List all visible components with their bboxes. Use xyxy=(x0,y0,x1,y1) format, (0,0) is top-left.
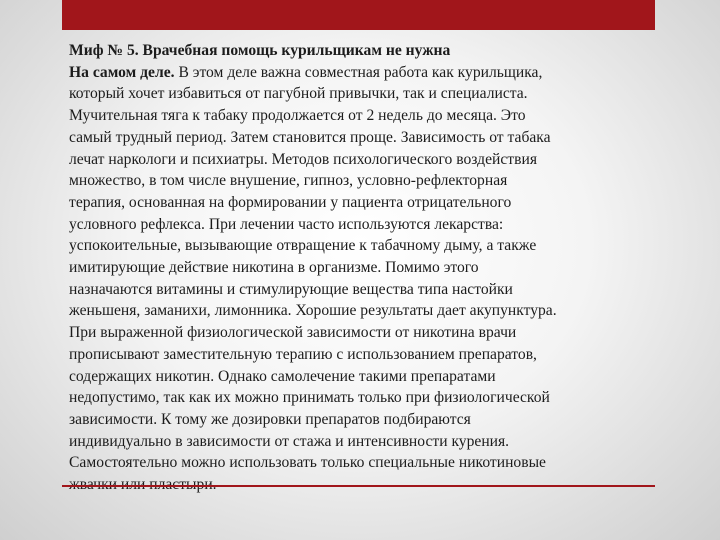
body-line: который хочет избавиться от пагубной привычки, так и специалиста. xyxy=(69,85,528,103)
body-line: зависимости. К тому же дозировки препаратов подбираются xyxy=(69,410,471,428)
slide-text-block xyxy=(69,40,659,496)
body-line: индивидуально в зависимости от стажа и интенсивности курения. xyxy=(69,432,510,450)
slide-title: Миф № 5. Врачебная помощь курильщикам не нужна xyxy=(69,42,451,59)
body-line: множество, в том числе внушение, гипноз, условно-рефлекторная xyxy=(69,172,508,190)
body-line: успокоительные, вызывающие отвращение к табачному дыму, а также xyxy=(69,237,537,255)
body-line: Самостоятельно можно использовать только специальные никотиновые xyxy=(69,454,546,472)
body-line: женьшеня, заманихи, лимонника. Хорошие результаты дает акупунктура. xyxy=(69,302,557,320)
body-line: имитирующие действие никотина в организме. Помимо этого xyxy=(69,259,479,277)
body-line: прописывают заместительную терапию с использованием препаратов, xyxy=(69,345,537,363)
bottom-accent-rule xyxy=(62,485,655,487)
body-first-line xyxy=(69,62,659,84)
body-line: Мучительная тяга к табаку продолжается от 2 недель до месяца. Это xyxy=(69,107,526,125)
body-line: терапия, основанная на формировании у пациента отрицательного xyxy=(69,193,512,211)
body-line: условного рефлекса. При лечении часто используются лекарства: xyxy=(69,215,504,233)
body-line: назначаются витамины и стимулирующие вещества типа настойки xyxy=(69,280,513,298)
body-line: самый трудный период. Затем становится проще. Зависимость от табака xyxy=(69,128,551,146)
body-line: недопустимо, так как их можно принимать только при физиологической xyxy=(69,389,550,407)
first-line-text: В этом деле важна совместная работа как курильщика, xyxy=(174,63,543,81)
intro-label: На самом деле. xyxy=(69,63,175,81)
body-line: лечат наркологи и психиатры. Методов психологического воздействия xyxy=(69,150,537,168)
top-accent-bar xyxy=(62,0,655,30)
body-line: содержащих никотин. Однако самолечение такими препаратами xyxy=(69,367,496,385)
body-line: При выраженной физиологической зависимости от никотина врачи xyxy=(69,324,517,342)
